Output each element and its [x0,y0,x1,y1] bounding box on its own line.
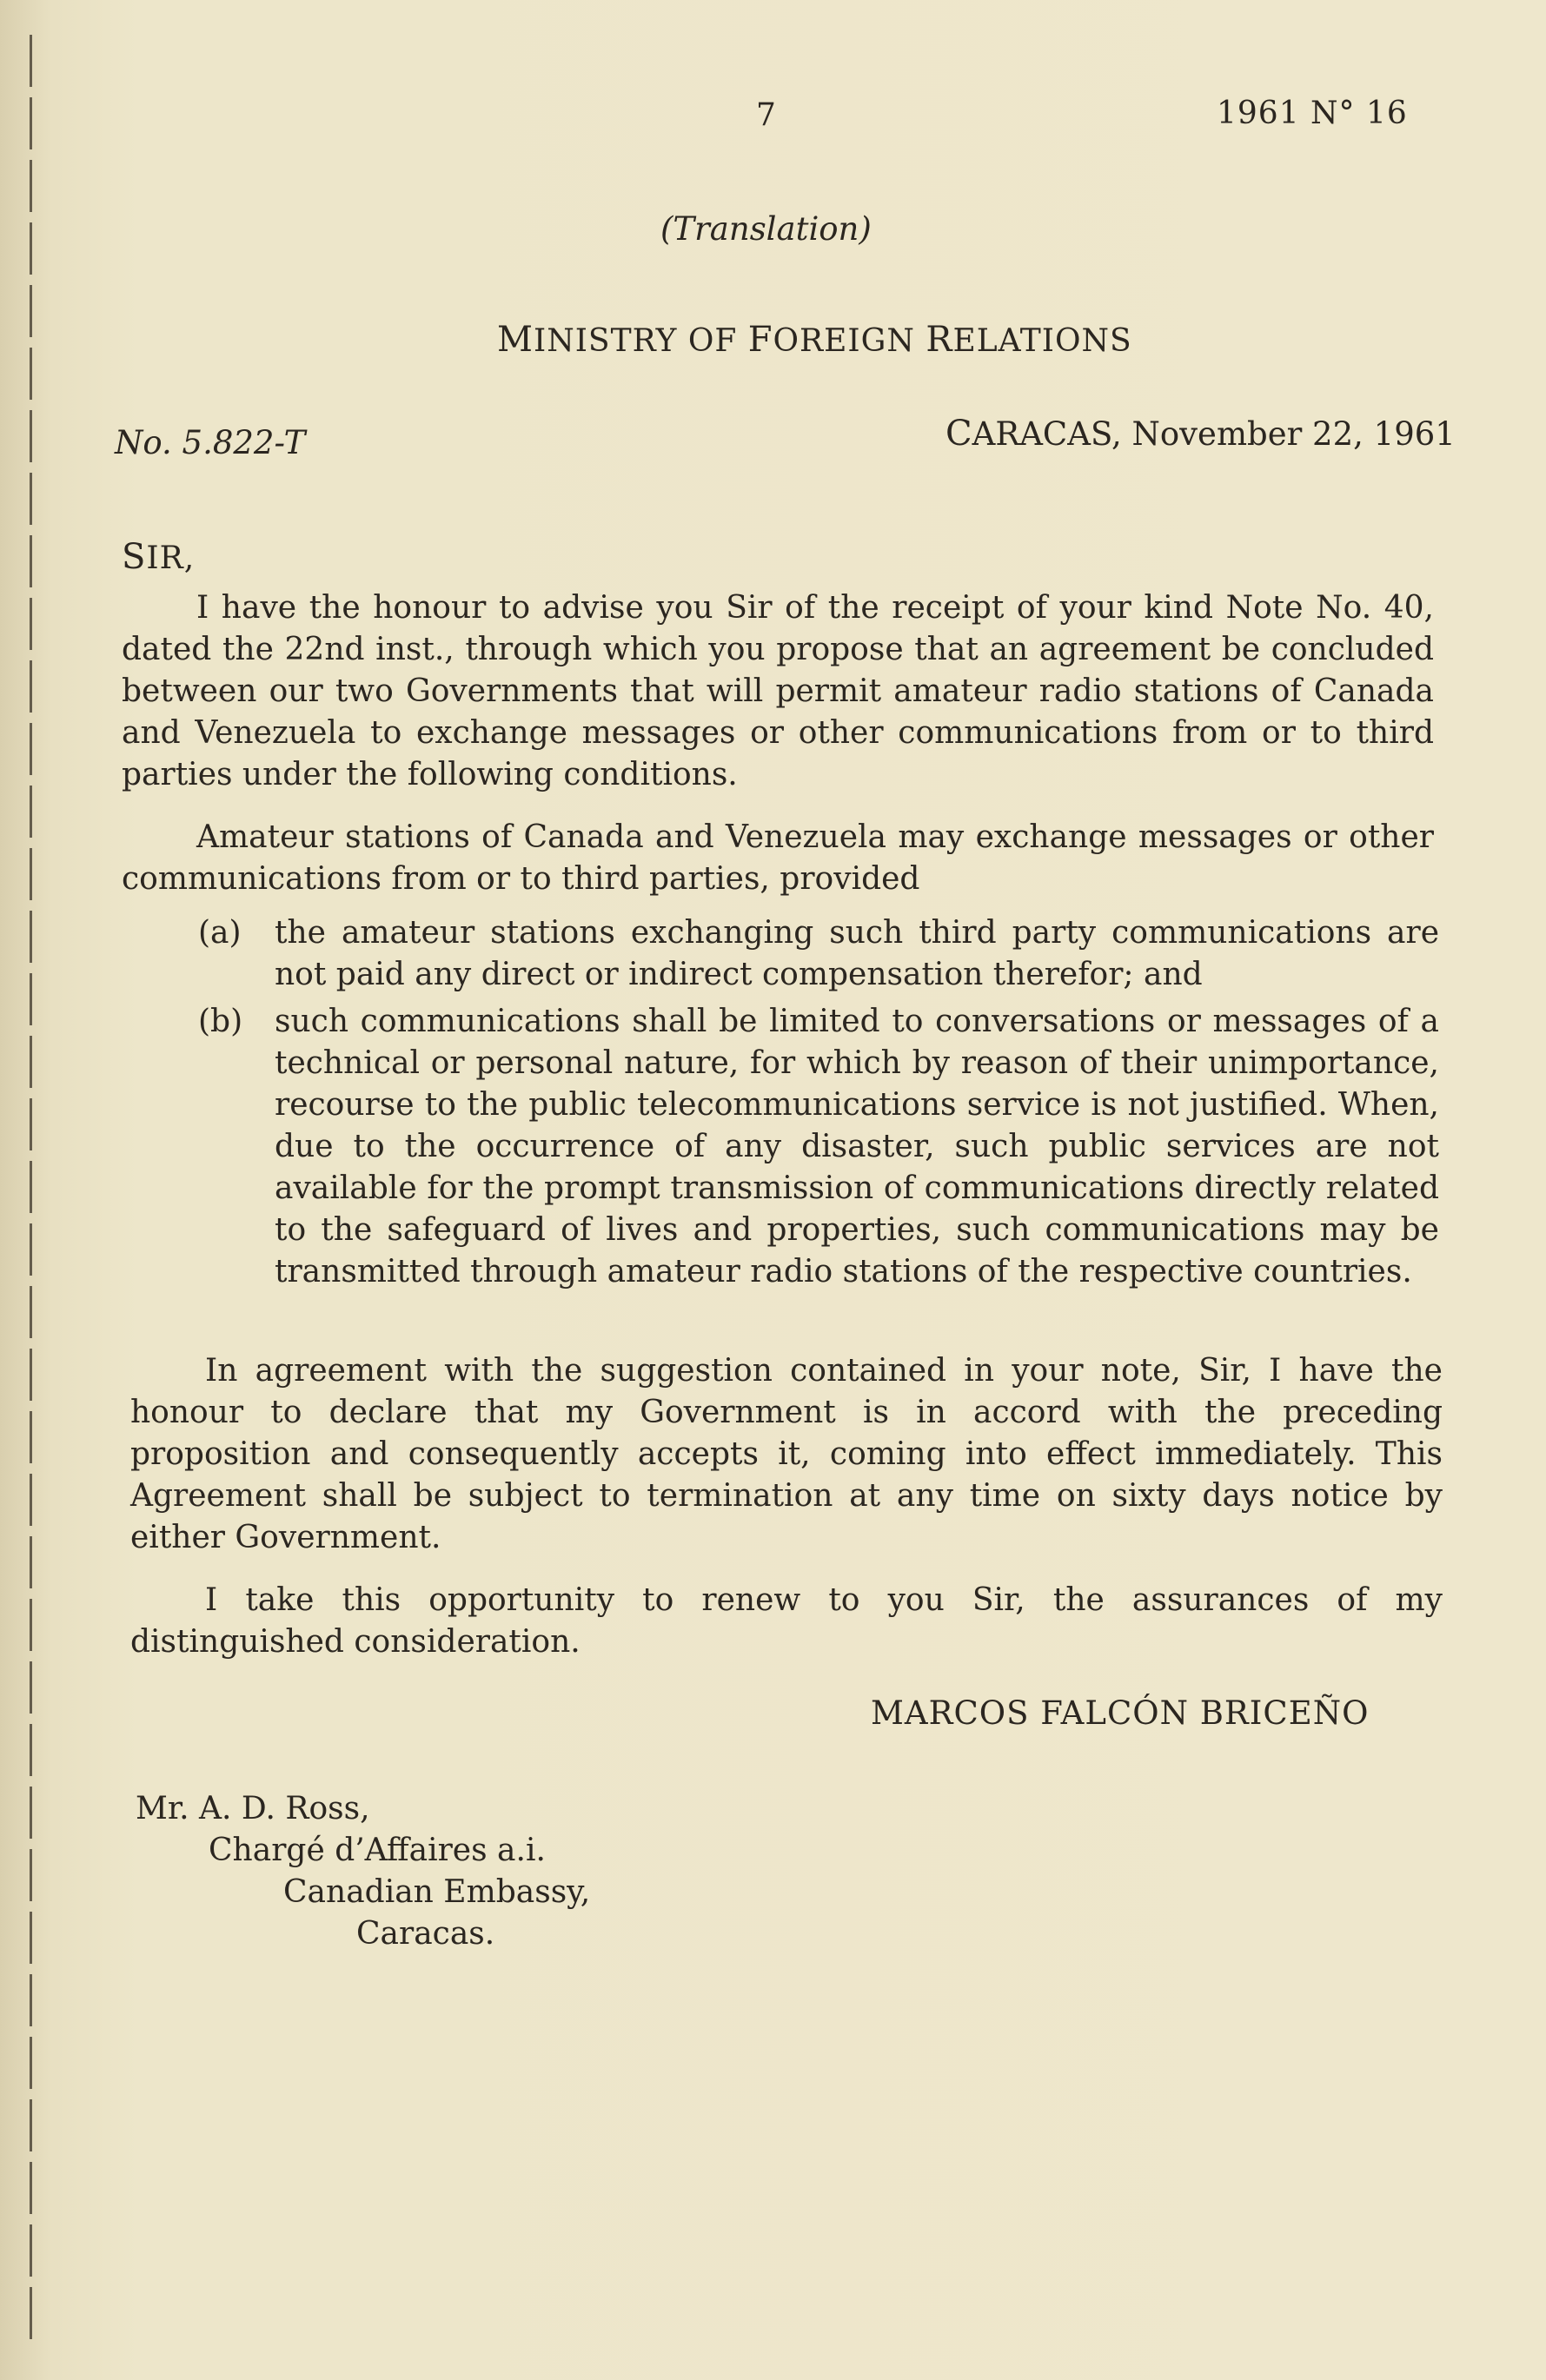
dateline [946,414,1456,454]
paragraph-1 [122,587,1434,796]
translation-label [660,210,872,248]
paragraph-3 [130,1350,1443,1559]
note-number: No. 5.822-T [115,424,306,461]
condition-a-text: the amateur stations exchanging such third party communications are not paid any direct or indirect compensation therefor; and [275,915,1439,992]
ministry-cap-r: R [926,320,953,360]
paragraph-2-text: Amateur stations of Canada and Venezuela may exchange messages or other communications from or to third parties, provided [122,819,1434,897]
page-number: 7 [756,97,776,133]
translation-label-text: (Translation) [660,210,872,248]
ministry-word-2: OREIGN [773,323,915,359]
ministry-word-of: OF [687,323,738,359]
ministry-word-3: ELATIONS [952,323,1132,359]
paragraph-1-text: I have the honour to advise you Sir of the receipt of your kind Note No. 40, dated the 22nd inst., through which you propose that an agreement be concluded between our two Governments that will permit amateur radio stations of Canada and Venezuela to exchange messages or other communications from or to third parties under the following conditions. [122,590,1434,792]
binding-margin-rule [30,35,32,2346]
salutation-cap: S [122,537,147,577]
addressee-line-4: Caracas. [356,1916,495,1952]
salutation-rest: IR, [146,540,196,576]
dateline-city-rest: ARACAS [972,415,1111,453]
document-reference: 1961 N° 16 [1217,96,1408,131]
paragraph-4-text: I take this opportunity to renew to you Sir, the assurances of my distinguished consideration. [130,1582,1443,1660]
dateline-city-cap: C [946,414,972,454]
condition-b-text: such communications shall be limited to conversations or messages of a technical or personal nature, for which by reason of their unimportance, recourse to the public telecommunications service is not justified. When, due to the occurrence of any disaster, such public services are not available for the prompt transmission of communications directly related to the safeguard of lives and properties, such communications may be transmitted through amateur radio stations of the respective countries. [275,1004,1439,1289]
ministry-word-1: INISTRY [533,323,678,359]
paragraph-4 [130,1580,1443,1663]
ministry-cap-f: F [747,320,773,360]
condition-a-label: (a) [198,915,242,951]
paragraph-2 [122,817,1434,900]
addressee-line-3: Canadian Embassy, [283,1874,591,1910]
salutation [122,537,195,577]
paragraph-3-text: In agreement with the suggestion contained in your note, Sir, I have the honour to declare that my Government is in accord with the preceding proposition and consequently accepts it, coming into effect immediately. This Agreement shall be subject to termination at any time on sixty days notice by either Government. [130,1353,1443,1555]
addressee-line-1: Mr. A. D. Ross, [136,1791,370,1826]
ministry-cap-m: M [497,320,534,360]
ministry-heading [497,320,1132,360]
condition-b-label: (b) [198,1004,243,1039]
signature-name: MARCOS FALCÓN BRICEÑO [871,1694,1370,1732]
dateline-date: , November 22, 1961 [1111,415,1456,453]
addressee-line-2: Chargé d’Affaires a.i. [209,1833,546,1868]
